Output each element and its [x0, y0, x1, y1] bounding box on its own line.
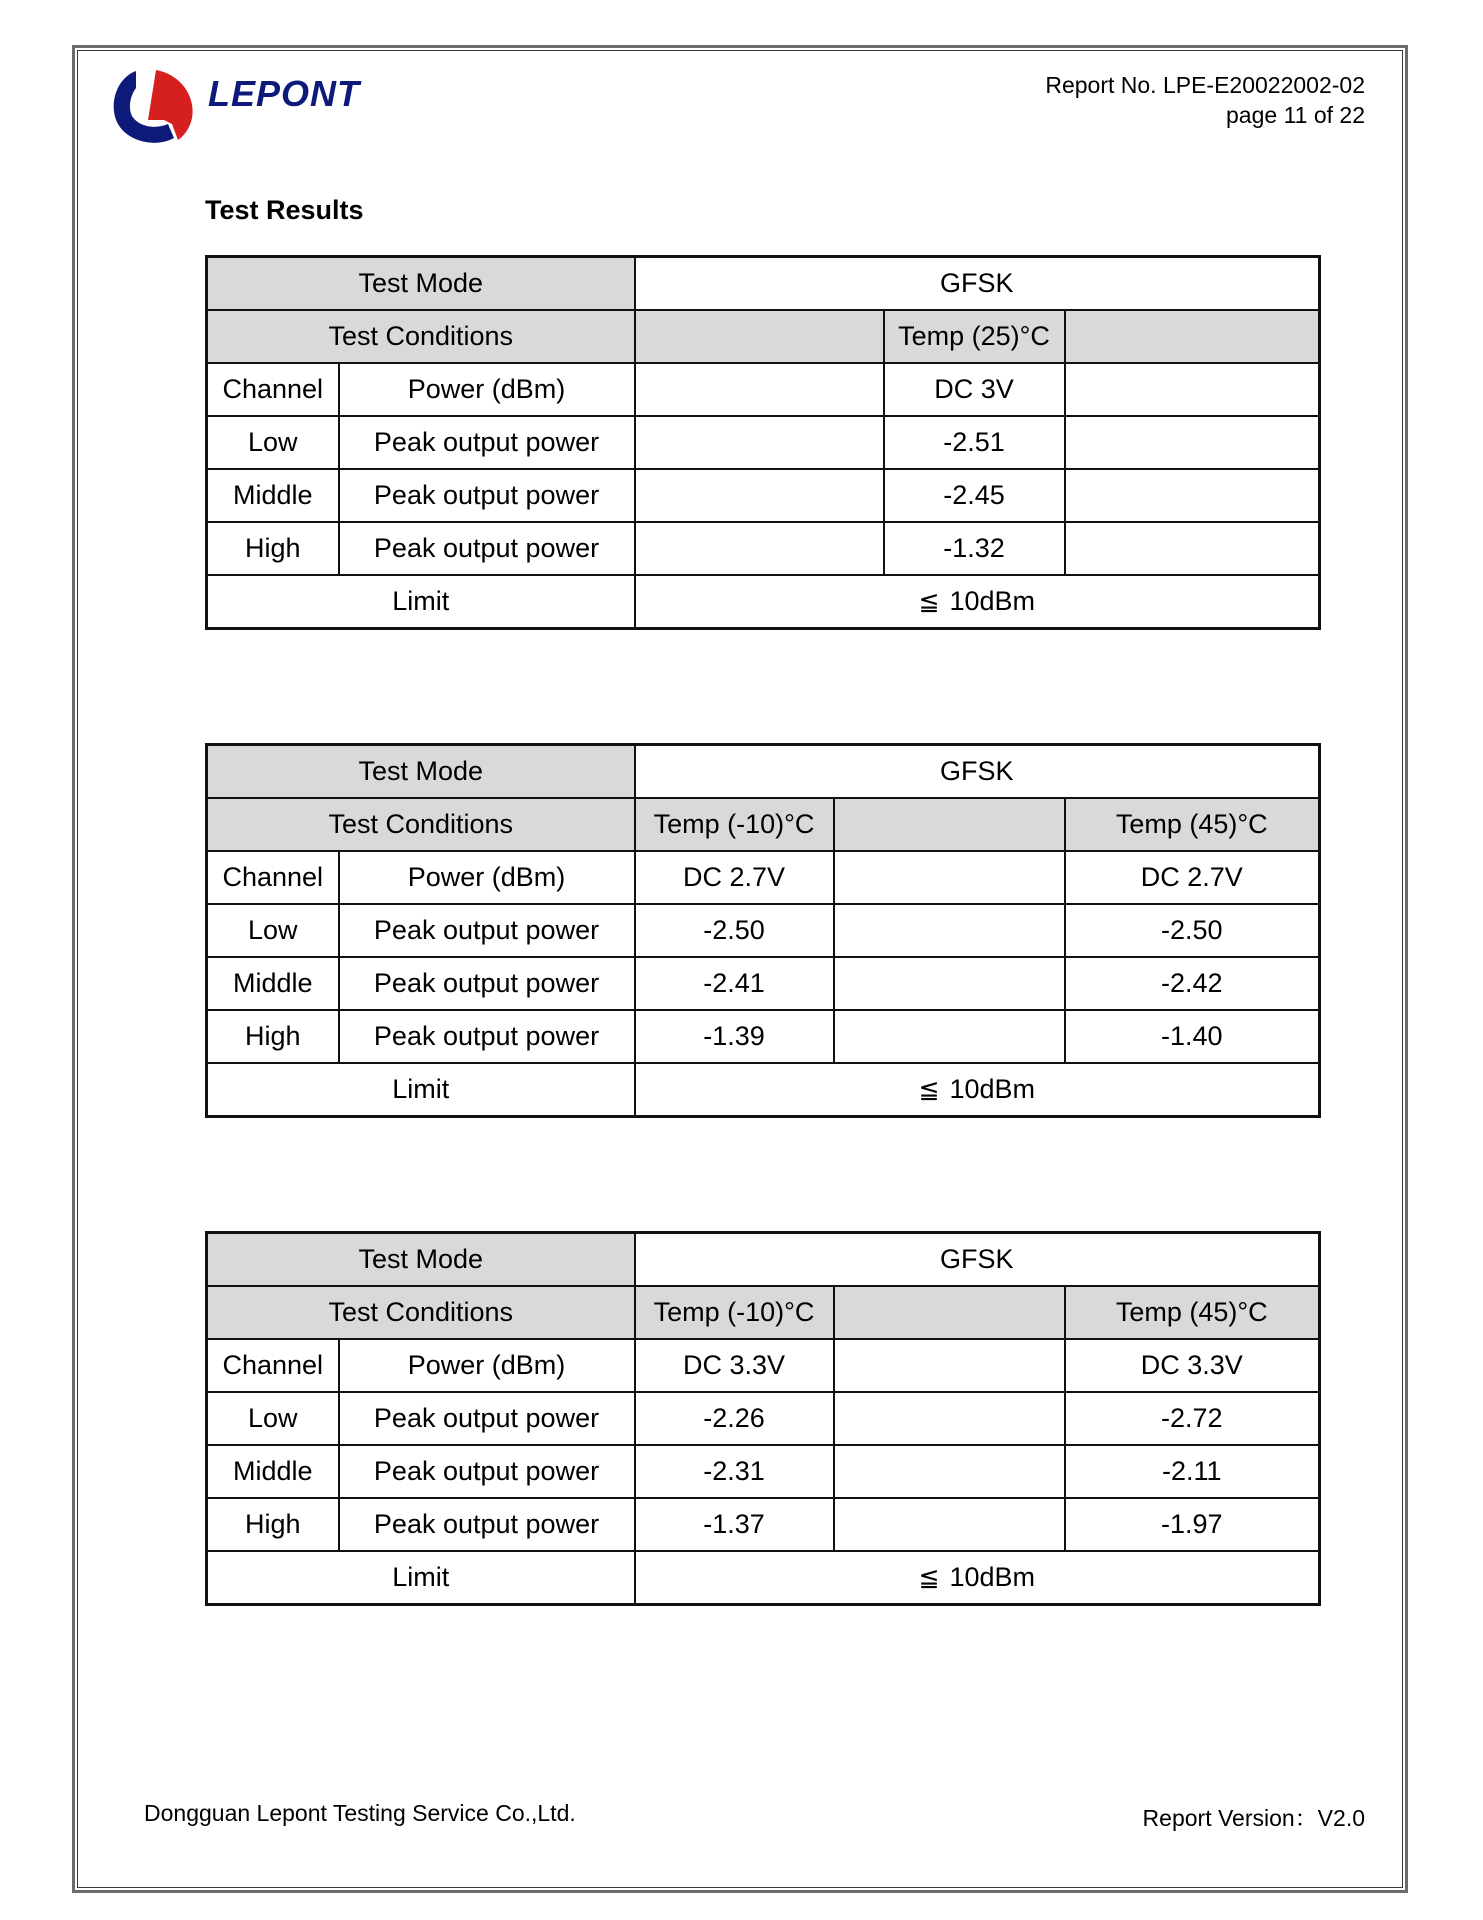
- report-header: [1045, 70, 1365, 130]
- value-cell: [834, 1010, 1065, 1063]
- value-cell: -1.37: [635, 1498, 834, 1551]
- test-mode-row: [207, 1233, 1320, 1287]
- voltage-cell: [834, 1339, 1065, 1392]
- voltage-row: [207, 851, 1320, 904]
- temp-cell: Temp (-10)°C: [635, 798, 834, 851]
- voltage-cell: DC 2.7V: [1065, 851, 1320, 904]
- voltage-row: [207, 363, 1320, 416]
- value-cell: -2.11: [1065, 1445, 1320, 1498]
- limit-value: 10dBm: [949, 1562, 1036, 1592]
- test-mode-row: [207, 745, 1320, 799]
- item-cell: Peak output power: [339, 1010, 635, 1063]
- test-conditions-label: Test Conditions: [207, 798, 635, 851]
- channel-header: Channel: [207, 851, 339, 904]
- table-row: [207, 1392, 1320, 1445]
- test-mode-value: GFSK: [635, 745, 1320, 799]
- table-row: [207, 1445, 1320, 1498]
- value-cell: -1.97: [1065, 1498, 1320, 1551]
- channel-cell: Middle: [207, 957, 339, 1010]
- value-cell: -1.32: [884, 522, 1065, 575]
- value-cell: -2.26: [635, 1392, 834, 1445]
- table-row: [207, 522, 1320, 575]
- test-mode-value: GFSK: [635, 257, 1320, 311]
- channel-cell: Middle: [207, 469, 339, 522]
- temp-cell: [834, 1286, 1065, 1339]
- value-cell: [635, 416, 884, 469]
- temp-cell: [635, 310, 884, 363]
- channel-header: Channel: [207, 363, 339, 416]
- channel-header: Channel: [207, 1339, 339, 1392]
- results-table-3: [205, 1231, 1321, 1606]
- value-cell: [834, 904, 1065, 957]
- voltage-cell: [834, 851, 1065, 904]
- temp-cell: [1065, 310, 1320, 363]
- test-conditions-row: [207, 798, 1320, 851]
- channel-cell: Middle: [207, 1445, 339, 1498]
- less-equal-icon: ≦: [918, 588, 940, 616]
- item-cell: Peak output power: [339, 1445, 635, 1498]
- channel-cell: High: [207, 522, 339, 575]
- limit-label: Limit: [207, 1063, 635, 1117]
- value-cell: [1065, 416, 1320, 469]
- item-cell: Peak output power: [339, 957, 635, 1010]
- channel-cell: High: [207, 1010, 339, 1063]
- item-cell: Peak output power: [339, 1498, 635, 1551]
- voltage-cell: DC 3.3V: [1065, 1339, 1320, 1392]
- value-cell: -2.72: [1065, 1392, 1320, 1445]
- limit-row: [207, 1063, 1320, 1117]
- item-cell: Peak output power: [339, 1392, 635, 1445]
- svg-text:LEPONT: LEPONT: [208, 73, 361, 114]
- limit-row: [207, 575, 1320, 629]
- voltage-cell: [635, 363, 884, 416]
- test-conditions-row: [207, 310, 1320, 363]
- less-equal-icon: ≦: [918, 1076, 940, 1104]
- section-title: Test Results: [205, 195, 364, 225]
- item-cell: Peak output power: [339, 469, 635, 522]
- limit-value-cell: [635, 1551, 1320, 1605]
- channel-cell: Low: [207, 904, 339, 957]
- table-row: [207, 469, 1320, 522]
- test-conditions-label: Test Conditions: [207, 1286, 635, 1339]
- value-cell: -1.39: [635, 1010, 834, 1063]
- power-header: Power (dBm): [339, 1339, 635, 1392]
- test-mode-row: [207, 257, 1320, 311]
- temp-cell: Temp (45)°C: [1065, 1286, 1320, 1339]
- item-cell: Peak output power: [339, 416, 635, 469]
- value-cell: -1.40: [1065, 1010, 1320, 1063]
- results-table-1: [205, 255, 1321, 630]
- value-cell: -2.41: [635, 957, 834, 1010]
- value-cell: [635, 522, 884, 575]
- results-table-2: [205, 743, 1321, 1118]
- report-number: Report No. LPE-E20022002-02: [1045, 72, 1365, 98]
- test-mode-label: Test Mode: [207, 745, 635, 799]
- item-cell: Peak output power: [339, 522, 635, 575]
- table-row: [207, 957, 1320, 1010]
- limit-value-cell: [635, 575, 1320, 629]
- test-conditions-label: Test Conditions: [207, 310, 635, 363]
- test-conditions-row: [207, 1286, 1320, 1339]
- test-mode-value: GFSK: [635, 1233, 1320, 1287]
- value-cell: -2.50: [635, 904, 834, 957]
- footer-company: Dongguan Lepont Testing Service Co.,Ltd.: [144, 1800, 576, 1826]
- channel-cell: Low: [207, 416, 339, 469]
- voltage-cell: [1065, 363, 1320, 416]
- temp-cell: Temp (-10)°C: [635, 1286, 834, 1339]
- table-row: [207, 1498, 1320, 1551]
- limit-value: 10dBm: [949, 586, 1036, 616]
- channel-cell: High: [207, 1498, 339, 1551]
- value-cell: -2.42: [1065, 957, 1320, 1010]
- value-cell: [834, 1445, 1065, 1498]
- table-row: [207, 416, 1320, 469]
- test-mode-label: Test Mode: [207, 1233, 635, 1287]
- temp-cell: Temp (45)°C: [1065, 798, 1320, 851]
- table-row: [207, 904, 1320, 957]
- value-cell: [1065, 469, 1320, 522]
- test-mode-label: Test Mode: [207, 257, 635, 311]
- value-cell: [1065, 522, 1320, 575]
- channel-cell: Low: [207, 1392, 339, 1445]
- limit-label: Limit: [207, 575, 635, 629]
- lepont-logo-icon: [108, 66, 408, 146]
- power-header: Power (dBm): [339, 363, 635, 416]
- temp-cell: [834, 798, 1065, 851]
- value-cell: -2.51: [884, 416, 1065, 469]
- limit-value: 10dBm: [949, 1074, 1036, 1104]
- item-cell: Peak output power: [339, 904, 635, 957]
- value-cell: -2.50: [1065, 904, 1320, 957]
- value-cell: [635, 469, 884, 522]
- temp-cell: Temp (25)°C: [884, 310, 1065, 363]
- limit-label: Limit: [207, 1551, 635, 1605]
- voltage-cell: DC 2.7V: [635, 851, 834, 904]
- limit-value-cell: [635, 1063, 1320, 1117]
- value-cell: -2.31: [635, 1445, 834, 1498]
- company-logo: [108, 66, 408, 146]
- value-cell: [834, 957, 1065, 1010]
- table-row: [207, 1010, 1320, 1063]
- limit-row: [207, 1551, 1320, 1605]
- value-cell: [834, 1498, 1065, 1551]
- footer-version: Report Version：V2.0: [1142, 1805, 1365, 1831]
- value-cell: [834, 1392, 1065, 1445]
- voltage-cell: DC 3V: [884, 363, 1065, 416]
- voltage-cell: DC 3.3V: [635, 1339, 834, 1392]
- less-equal-icon: ≦: [918, 1564, 940, 1592]
- value-cell: -2.45: [884, 469, 1065, 522]
- power-header: Power (dBm): [339, 851, 635, 904]
- page-number: page 11 of 22: [1226, 102, 1365, 128]
- voltage-row: [207, 1339, 1320, 1392]
